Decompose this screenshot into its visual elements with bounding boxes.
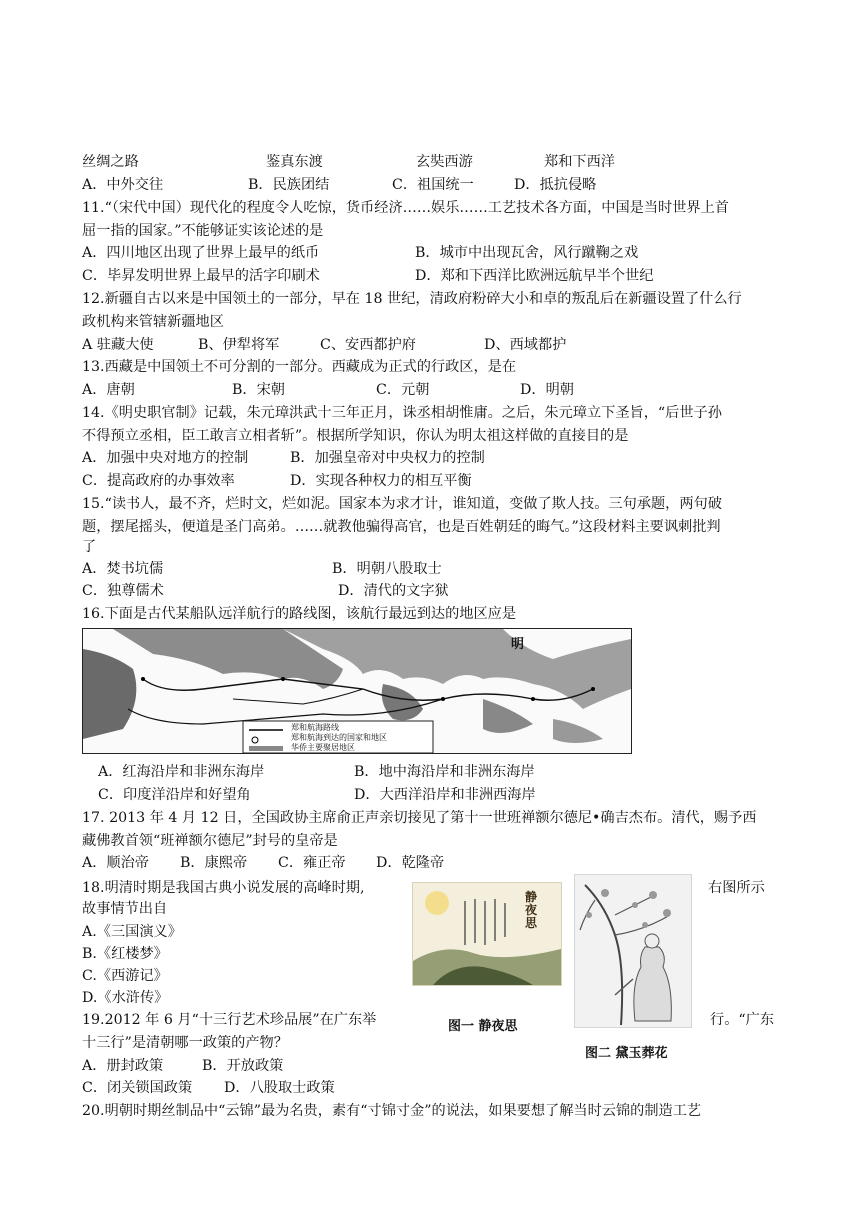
option: C．闭关锁国政策 — [82, 1080, 193, 1096]
q15-stem: 15.“读书人，最不齐，烂时文，烂如泥。国家本为求才计，谁知道，变做了欺人技。三句承题，两句破 — [82, 496, 722, 512]
option: B．民族团结 — [248, 177, 330, 193]
option: A．唐朝 — [82, 382, 135, 398]
q19-stem-right: 行。“广东 — [710, 1012, 775, 1028]
southeast-asia-land — [483, 699, 533, 733]
option: C．雍正帝 — [278, 855, 346, 871]
option: D．大西洋沿岸和非洲西海岸 — [354, 787, 536, 803]
islands-land — [553, 719, 603, 743]
option: B．明朝八股取士 — [332, 561, 442, 577]
q18-stem-right: 右图所示 — [708, 880, 765, 896]
q20-stem: 20.明朝时期丝制品中“云锦”最为名贵，素有“寸锦寸金”的说法，如果要想了解当时云锦的制造工艺 — [82, 1103, 702, 1119]
option: B．开放政策 — [202, 1058, 284, 1074]
option: A 驻藏大使 — [82, 337, 154, 353]
option: B．地中海沿岸和非洲东海岸 — [354, 764, 535, 780]
q10-item: 玄奘西游 — [416, 154, 473, 170]
q11-stem: 11.“（宋代中国）现代化的程度令人吃惊，货币经济……娱乐……工艺技术各方面，中国是当时世界上首 — [82, 200, 729, 216]
calligraphy-strokes — [465, 899, 505, 945]
option: C、安西都护府 — [320, 337, 416, 353]
option: A．四川地区出现了世界上最早的纸币 — [82, 245, 320, 261]
q14-stem-cont: 不得预立丞相，臣工敢言立相者斩”。根据所学知识，你认为明太祖这样做的直接目的是 — [82, 428, 629, 444]
africa-land — [83, 649, 136, 739]
option: D．八股取士政策 — [224, 1080, 335, 1096]
option: D．乾隆帝 — [376, 855, 445, 871]
option: C．毕昇发明世界上最早的活字印刷术 — [82, 268, 320, 284]
option: A．红海沿岸和非洲东海岸 — [98, 764, 265, 780]
option: A．焚书坑儒 — [82, 561, 164, 577]
option: D．抵抗侵略 — [514, 177, 597, 193]
figure-poem-painting — [412, 882, 562, 986]
figure2-caption: 图二 黛玉葬花 — [585, 1046, 668, 1061]
figure-daiyu-illustration — [574, 874, 692, 1028]
option: B．城市中出现瓦舍，风行蹴鞠之戏 — [415, 245, 639, 261]
option: B．宋朝 — [232, 382, 285, 398]
figure-robe — [634, 947, 671, 1021]
voyage-route — [143, 679, 593, 700]
q17-stem: 17. 2013 年 4 月 12 日，全国政协主席俞正声亲切接见了第十一世班禅额尔德尼•确吉杰布。清代，赐予西 — [82, 810, 757, 826]
q12-stem: 12.新疆自古以来是中国领土的一部分，早在 18 世纪，清政府粉碎大小和卓的叛乱后在新疆设置了什么行 — [82, 291, 742, 307]
q15-stem-cont: 题，摆尾摇头，便道是圣门高弟。……就教他骗得高官，也是百姓朝廷的晦气。”这段材料主要讽刺批判 — [82, 519, 721, 535]
option: D、西域都护 — [484, 337, 567, 353]
q16-stem: 16.下面是古代某船队远洋航行的路线图，该航行最远到达的地区应是 — [82, 606, 517, 622]
option: B、伊犁将军 — [198, 337, 280, 353]
option: A．顺治帝 — [82, 855, 149, 871]
legend-shade — [249, 746, 283, 751]
q11-stem-cont: 屈一指的国家。”不能够证实该论述的是 — [82, 223, 324, 239]
port-dot — [591, 687, 595, 691]
option: C．元朝 — [376, 382, 430, 398]
q10-item: 鉴真东渡 — [266, 154, 323, 170]
option: A.《三国演义》 — [82, 924, 182, 940]
option: C．祖国统一 — [392, 177, 474, 193]
q18-stem: 18.明清时期是我国古典小说发展的高峰时期, — [82, 880, 365, 896]
option: A．册封政策 — [82, 1058, 164, 1074]
option: C.《西游记》 — [82, 968, 168, 984]
voyage-route-branch — [233, 689, 363, 704]
q15-stem-cont2: 了 — [82, 539, 97, 555]
option: A．中外交往 — [82, 177, 164, 193]
option: A．加强中央对地方的控制 — [82, 450, 249, 466]
option: C．提高政府的办事效率 — [82, 473, 235, 489]
map-label-ming: 明 — [511, 637, 525, 652]
port-dot — [531, 697, 535, 701]
port-dot — [141, 677, 145, 681]
legend-text-route: 郑和航海路线 — [291, 723, 339, 732]
option: D．清代的文字狱 — [338, 583, 449, 599]
q19-stem-cont: 十三行”是清朝哪一政策的产物？ — [82, 1035, 288, 1051]
option: D.《水浒传》 — [82, 990, 169, 1006]
q12-stem-cont: 政机构来管辖新疆地区 — [82, 314, 224, 330]
option: B．康熙帝 — [180, 855, 248, 871]
option: C．印度洋沿岸和好望角 — [98, 787, 251, 803]
voyage-map — [82, 628, 632, 754]
q10-item: 丝绸之路 — [82, 154, 139, 170]
legend-text-overseas: 华侨主要聚居地区 — [291, 743, 355, 752]
q17-stem-cont: 藏佛教首领“班禅额尔德尼”封号的皇帝是 — [82, 833, 338, 849]
option: D．实现各种权力的相互平衡 — [290, 473, 472, 489]
daiyu-drawing — [575, 875, 691, 1027]
moon-shape — [425, 891, 449, 915]
q19-stem: 19.2012 年 6 月“十三行艺术珍品展”在广东举 — [82, 1012, 377, 1028]
tree-branches — [580, 895, 670, 935]
india-land — [382, 684, 423, 720]
figure-head — [645, 934, 659, 948]
q14-stem: 14.《明史职官制》记载，朱元璋洪武十三年正月，诛丞相胡惟庸。之后，朱元璋立下圣旨，“后世子孙 — [82, 405, 722, 421]
q18-stem-cont: 故事情节出自 — [82, 901, 168, 917]
option: C．独尊儒术 — [82, 583, 164, 599]
poem-title: 静夜思 — [525, 890, 538, 930]
legend-text-places: 郑和航海到达的国家和地区 — [291, 733, 387, 742]
hoe-handle — [615, 979, 633, 995]
q10-item: 郑和下西洋 — [544, 154, 615, 170]
option: B．加强皇帝对中央权力的控制 — [290, 450, 485, 466]
option: D．郑和下西洋比欧洲远航早半个世纪 — [415, 268, 654, 284]
q13-stem: 13.西藏是中国领土不可分割的一部分。西藏成为正式的行政区，是在 — [82, 359, 517, 375]
option: B.《红楼梦》 — [82, 946, 168, 962]
port-dot — [281, 677, 285, 681]
option: D．明朝 — [520, 382, 574, 398]
figure1-caption: 图一 静夜思 — [448, 1019, 518, 1034]
port-dot — [441, 697, 445, 701]
